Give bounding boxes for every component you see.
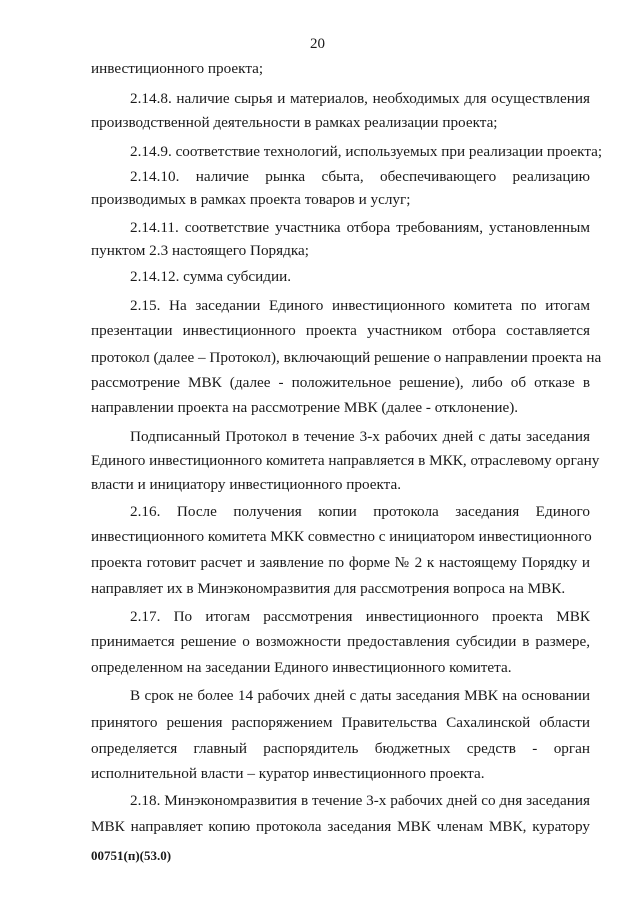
text-line: 2.17. По итогам рассмотрения инвестиционного проекта МВК xyxy=(130,608,590,625)
text-line: 2.14.12. сумма субсидии. xyxy=(130,268,292,285)
text-line: рассмотрение МВК (далее - положительное решение), либо об отказе в xyxy=(91,374,590,391)
text-line: 2.14.10. наличие рынка сбыта, обеспечивающего реализацию xyxy=(130,168,590,185)
text-line: 2.14.8. наличие сырья и материалов, необходимых для осуществления xyxy=(130,90,590,107)
text-line: инвестиционного проекта; xyxy=(91,60,264,77)
text-line: производственной деятельности в рамках реализации проекта; xyxy=(91,114,498,131)
text-line: Подписанный Протокол в течение 3-х рабочих дней с даты заседания xyxy=(130,428,590,445)
text-line: направляет их в Минэкономразвития для рассмотрения вопроса на МВК. xyxy=(91,580,566,597)
text-line: В срок не более 14 рабочих дней с даты заседания МВК на основании xyxy=(130,687,590,704)
text-line: принятого решения распоряжением Правительства Сахалинской области xyxy=(91,714,590,731)
text-line: пунктом 2.3 настоящего Порядка; xyxy=(91,242,309,259)
text-line: производимых в рамках проекта товаров и услуг; xyxy=(91,191,411,208)
text-line: МВК направляет копию протокола заседания МВК членам МВК, куратору xyxy=(91,818,590,835)
text-line: 2.18. Минэкономразвития в течение 3-х рабочих дней со дня заседания xyxy=(130,792,590,809)
page-number: 20 xyxy=(310,36,325,52)
text-line: инвестиционного комитета МКК совместно с инициатором инвестиционного xyxy=(91,528,592,545)
text-line: проекта готовит расчет и заявление по форме № 2 к настоящему Порядку и xyxy=(91,554,590,571)
text-line: принимается решение о возможности предоставления субсидии в размере, xyxy=(91,633,590,650)
footer-document-code: 00751(п)(53.0) xyxy=(91,848,172,863)
text-line: определяется главный распорядитель бюджетных средств - орган xyxy=(91,740,590,757)
text-line: направлении проекта на рассмотрение МВК (далее - отклонение). xyxy=(91,399,519,416)
text-line: протокол (далее – Протокол), включающий решение о направлении проекта на xyxy=(91,349,602,366)
text-line: исполнительной власти – куратор инвестиционного проекта. xyxy=(91,765,485,782)
text-line: власти и инициатору инвестиционного проекта. xyxy=(91,476,402,493)
text-line: 2.14.11. соответствие участника отбора требованиям, установленным xyxy=(130,219,590,236)
text-line: Единого инвестиционного комитета направляется в МКК, отраслевому органу xyxy=(91,452,600,469)
text-line: 2.14.9. соответствие технологий, используемых при реализации проекта; xyxy=(130,143,603,160)
text-line: определенном на заседании Единого инвестиционного комитета. xyxy=(91,659,512,676)
text-line: 2.16. После получения копии протокола заседания Единого xyxy=(130,503,590,520)
text-line: 2.15. На заседании Единого инвестиционного комитета по итогам xyxy=(130,297,590,314)
text-line: презентации инвестиционного проекта участником отбора составляется xyxy=(91,322,590,339)
